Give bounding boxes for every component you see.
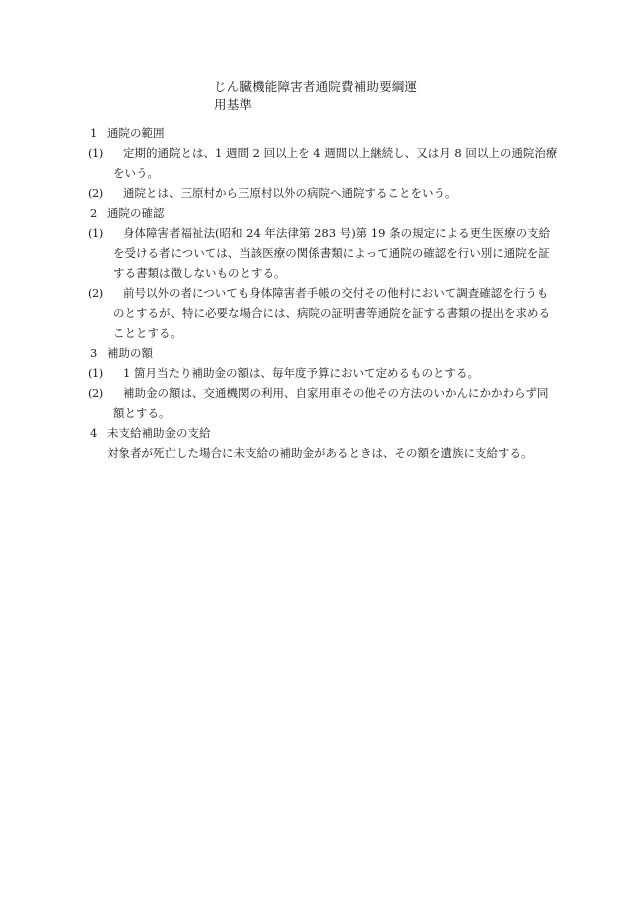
item-text: 通院とは、三原村から三原村以外の病院へ通院することをいう。 xyxy=(123,186,457,200)
item-text: 補助金の額は、交通機関の利用、自家用車その他その方法のいかんにかかわらず同額とする。 xyxy=(113,386,549,420)
section-number: 4 xyxy=(90,426,98,440)
list-item xyxy=(88,383,558,423)
list-item xyxy=(88,223,558,283)
document-title xyxy=(214,78,417,114)
item-number: (2) xyxy=(88,186,103,200)
item-text: 身体障害者福祉法(昭和 24 年法律第 283 号)第 19 条の規定による更生医療の支給を受ける者については、当該医療の関係書類によって通院の確認を行い別に通院を証する書類は徴しないものとする。 xyxy=(113,226,551,280)
list-item xyxy=(88,183,558,203)
title-line-1: じん臓機能障害者通院費補助要綱運 xyxy=(214,79,418,94)
section-heading-3 xyxy=(88,343,558,363)
section-number: 2 xyxy=(90,206,98,220)
item-number: (2) xyxy=(88,386,103,400)
item-number: (1) xyxy=(88,366,103,380)
section-heading-text: 通院の範囲 xyxy=(107,126,165,140)
item-number: (2) xyxy=(88,286,103,300)
item-number: (1) xyxy=(88,146,103,160)
section-body-text: 対象者が死亡した場合に未支給の補助金があるときは、その額を遺族に支給する。 xyxy=(107,446,533,460)
section-number: 1 xyxy=(90,126,98,140)
section-heading-text: 未支給補助金の支給 xyxy=(107,426,211,440)
title-line-2: 用基準 xyxy=(214,97,253,112)
item-text: 定期的通院とは、1 週間 2 回以上を 4 週間以上継続し、又は月 8 回以上の通院治療をいう。 xyxy=(113,146,558,180)
item-number: (1) xyxy=(88,226,103,240)
document-body xyxy=(88,123,558,463)
section-heading-1 xyxy=(88,123,558,143)
list-item xyxy=(88,283,558,343)
item-text: 前号以外の者についても身体障害者手帳の交付その他村において調査確認を行うものとするが、特に必要な場合には、病院の証明書等通院を証する書類の提出を求めることとする。 xyxy=(113,286,550,340)
section-heading-text: 補助の額 xyxy=(107,346,153,360)
section-number: 3 xyxy=(90,346,98,360)
section-heading-text: 通院の確認 xyxy=(107,206,165,220)
list-item xyxy=(88,143,558,183)
section-body xyxy=(88,443,558,463)
list-item xyxy=(88,363,558,383)
item-text: 1 箇月当たり補助金の額は、毎年度予算において定めるものとする。 xyxy=(123,366,479,380)
section-heading-4 xyxy=(88,423,558,443)
section-heading-2 xyxy=(88,203,558,223)
